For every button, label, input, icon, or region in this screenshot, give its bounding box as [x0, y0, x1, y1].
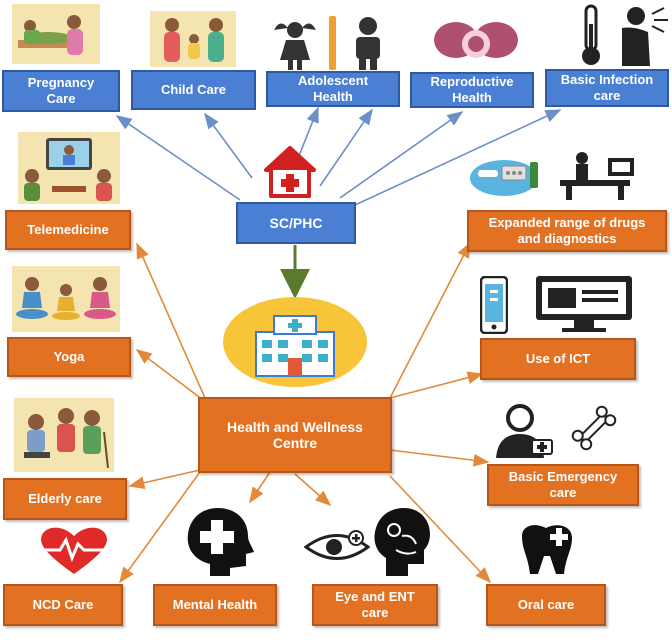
- elderly-care-icon: [14, 398, 114, 472]
- arrow-to-mental: [250, 472, 270, 502]
- head-cross-icon: [180, 506, 256, 578]
- arrow-to-reproductive: [320, 110, 372, 186]
- sc-phc-box: SC/PHC: [236, 202, 356, 244]
- bone-icon: [570, 404, 618, 452]
- adolescent-icon: [268, 14, 398, 70]
- arrow-to-infection-a: [340, 112, 462, 198]
- pills-icon: [468, 152, 546, 198]
- pregnancy-care-icon: [12, 4, 100, 64]
- drugs-diagnostics-box: Expanded range of drugs and diagnostics: [467, 210, 667, 252]
- eye-ent-care-box: Eye and ENT care: [312, 584, 438, 626]
- diagnostics-icon: [552, 148, 642, 202]
- pregnancy-care-box: Pregnancy Care: [2, 70, 120, 112]
- heart-pulse-icon: [36, 524, 112, 576]
- monitor-icon: [534, 274, 634, 334]
- adolescent-health-box: Adolescent Health: [266, 71, 400, 107]
- arrow-to-yoga: [137, 350, 203, 400]
- arrow-to-eye: [295, 474, 330, 505]
- basic-infection-care-box: Basic Infection care: [545, 69, 669, 107]
- basic-emergency-care-box: Basic Emergency care: [487, 464, 639, 506]
- arrow-to-drugs: [390, 243, 470, 398]
- yoga-box: Yoga: [7, 337, 131, 377]
- phone-icon: [480, 276, 508, 334]
- ent-head-icon: [372, 506, 432, 578]
- arrow-to-child: [205, 114, 252, 178]
- telemedicine-box: Telemedicine: [5, 210, 131, 250]
- elderly-care-box: Elderly care: [3, 478, 127, 520]
- tooth-icon: [516, 522, 578, 576]
- health-wellness-centre-box: Health and Wellness Centre: [198, 397, 392, 473]
- reproductive-health-box: Reproductive Health: [410, 72, 534, 108]
- child-care-icon: [150, 11, 236, 67]
- reproductive-health-icon: [432, 14, 520, 66]
- yoga-icon: [12, 266, 120, 332]
- thermometer-cough-icon: [574, 2, 670, 68]
- child-care-box: Child Care: [131, 70, 256, 110]
- doctor-icon: [494, 402, 554, 460]
- mental-health-box: Mental Health: [153, 584, 277, 626]
- oral-care-box: Oral care: [486, 584, 606, 626]
- hospital-icon: [222, 296, 368, 388]
- arrow-to-emergency: [390, 450, 488, 462]
- arrow-to-ict: [390, 374, 482, 398]
- ncd-care-box: NCD Care: [3, 584, 123, 626]
- use-of-ict-box: Use of ICT: [480, 338, 636, 380]
- arrow-to-pregnancy: [117, 116, 240, 200]
- house-cross-icon: [262, 144, 318, 200]
- arrow-to-elderly: [130, 470, 200, 486]
- telemedicine-icon: [18, 132, 120, 204]
- eye-icon: [304, 528, 370, 566]
